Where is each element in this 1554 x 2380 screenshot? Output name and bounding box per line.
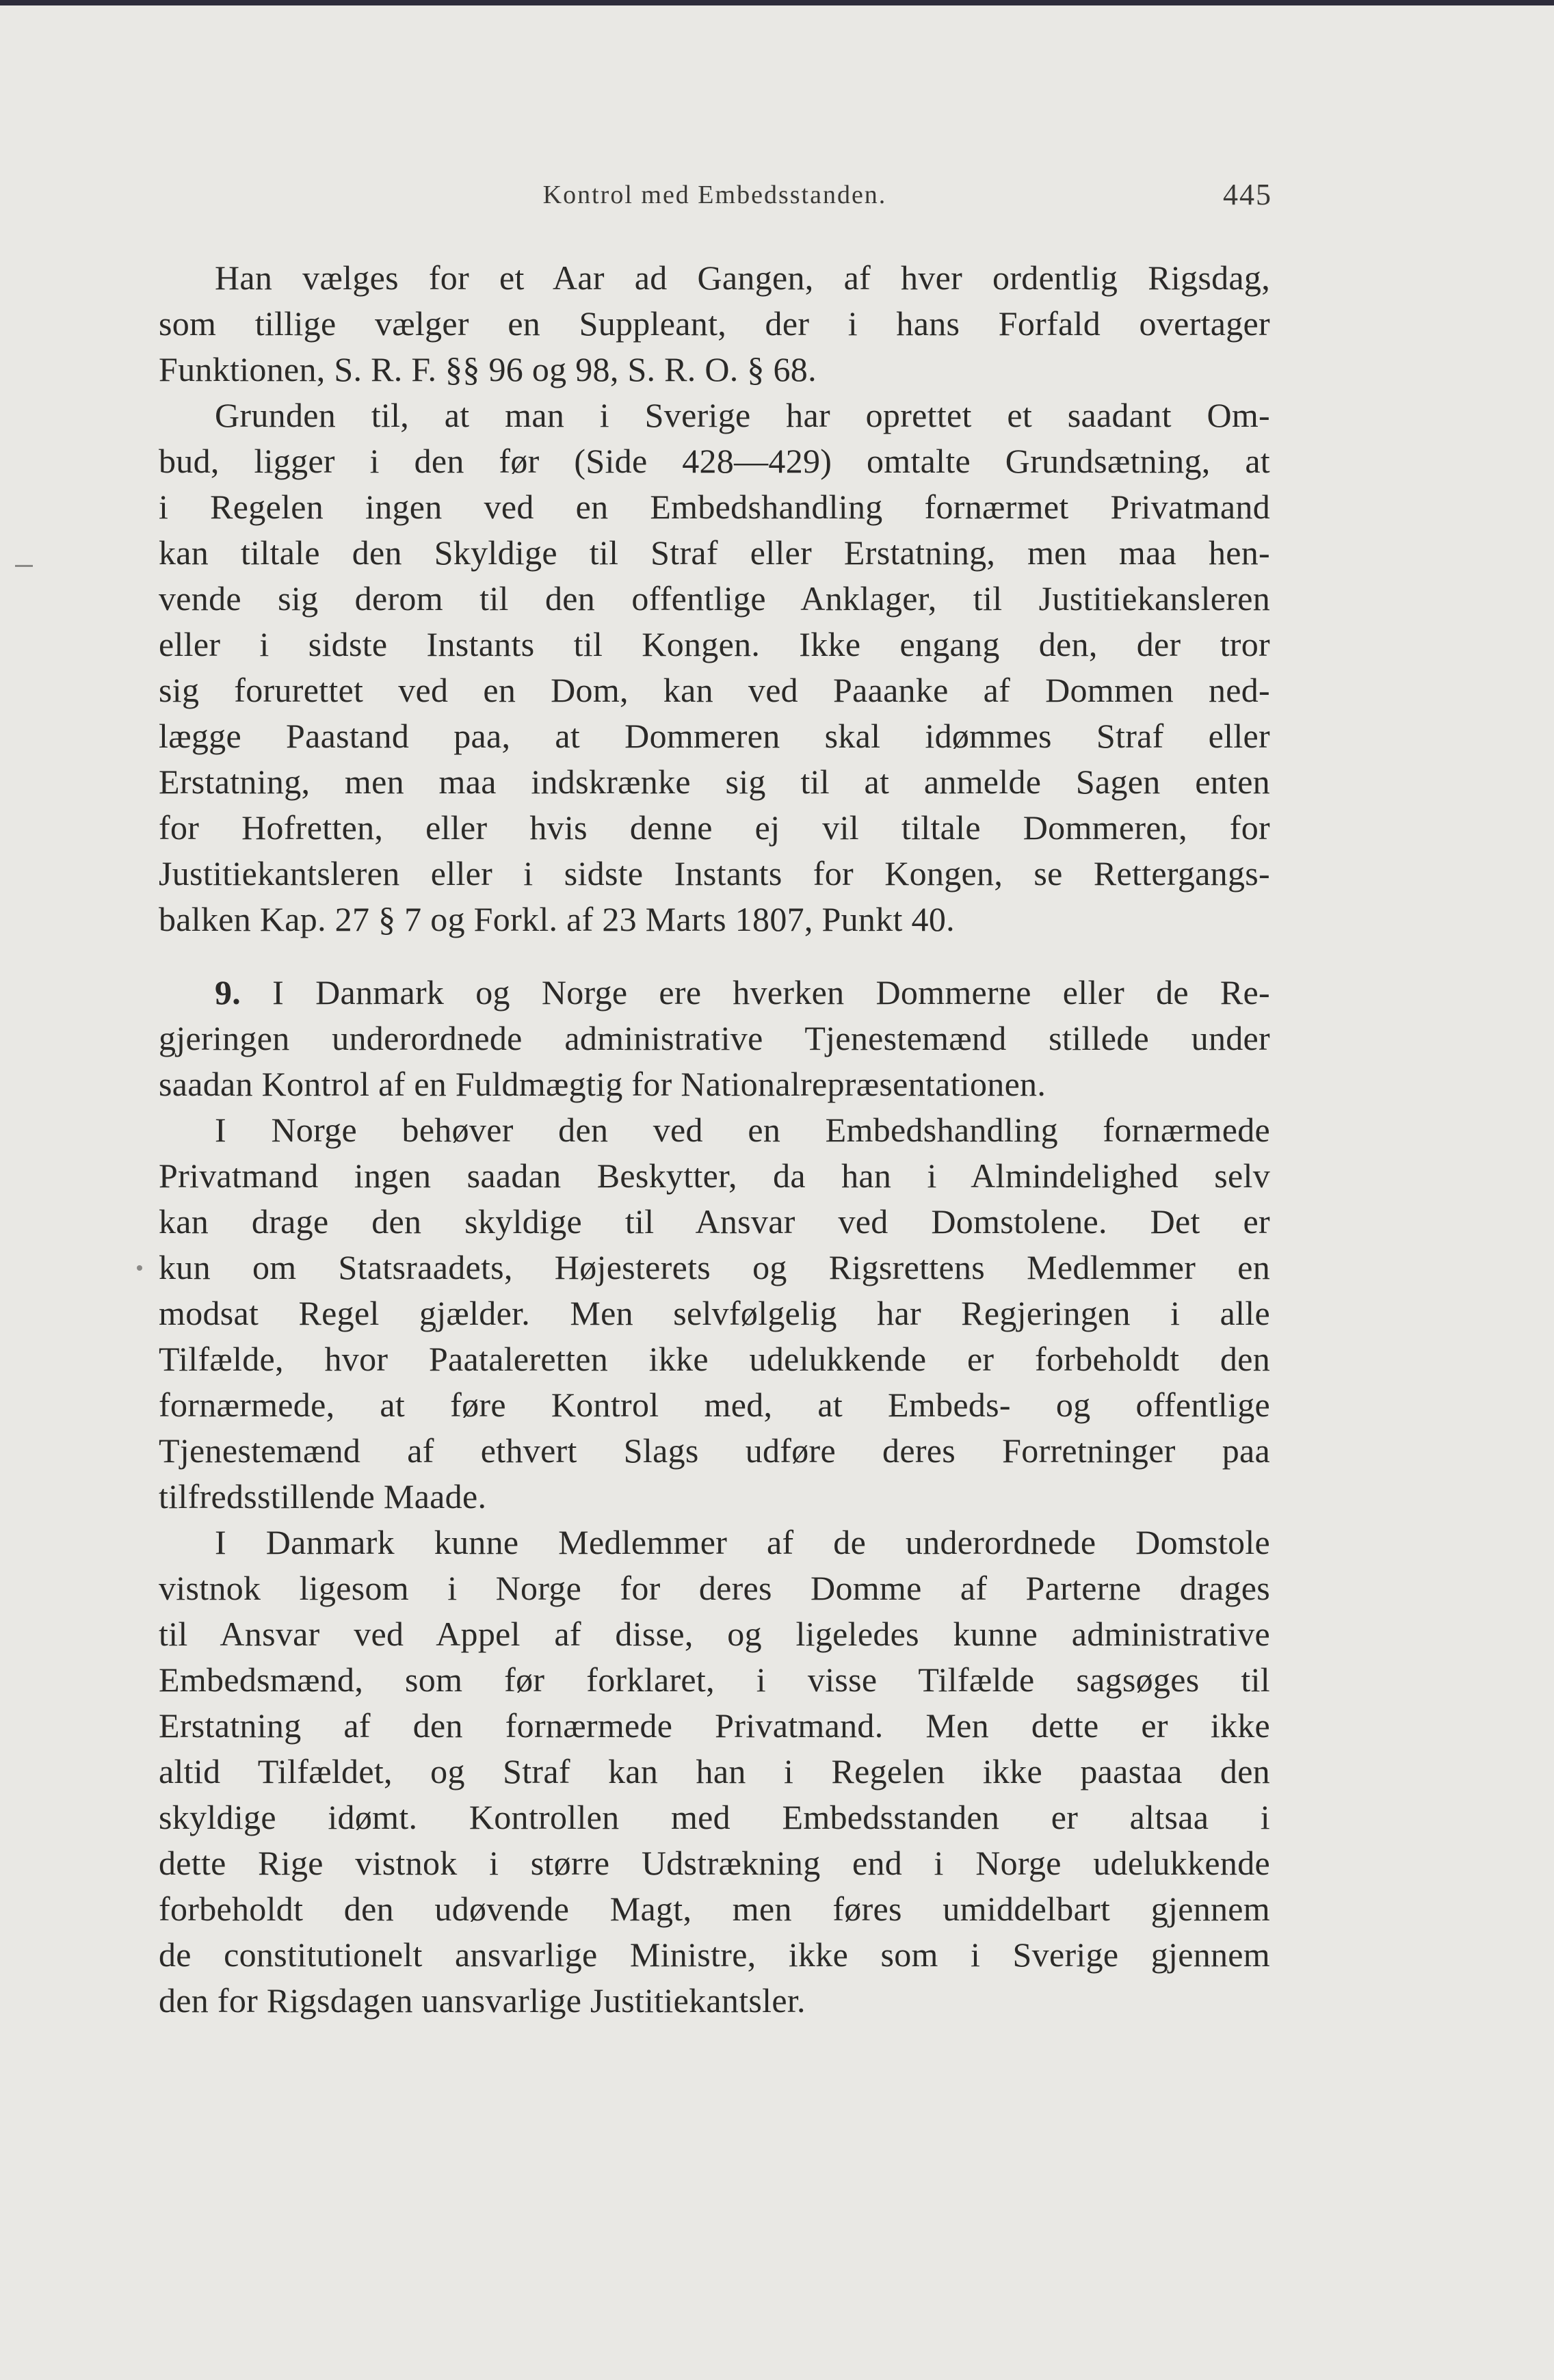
text-line: den for Rigsdagen uansvarlige Justitiekantsler. — [159, 1981, 806, 2020]
running-head — [157, 180, 1272, 221]
text-line: Erstatning, men maa indskrænke sig til at anmelde Sagen enten — [159, 763, 1270, 801]
text-line: de constitutionelt ansvarlige Ministre, ikke som i Sverige gjennem — [159, 1935, 1270, 1974]
text-line: Privatmand ingen saadan Beskytter, da han i Almindelighed selv — [159, 1156, 1270, 1195]
text-line: eller i sidste Instants til Kongen. Ikke engang den, der tror — [159, 625, 1270, 663]
text-line: saadan Kontrol af en Fuldmægtig for Nationalrepræsentationen. — [159, 1065, 1046, 1103]
text-line: skyldige idømt. Kontrollen med Embedsstanden er altsaa i — [159, 1798, 1270, 1836]
text-line: dette Rige vistnok i større Udstrækning end i Norge udelukkende — [159, 1844, 1270, 1882]
body-text — [159, 255, 1270, 2024]
text-line: tilfredsstillende Maade. — [159, 1477, 487, 1516]
text-line: gjeringen underordnede administrative Tjenestemænd stillede under — [159, 1019, 1270, 1057]
book-page — [0, 5, 1554, 2380]
text-line: vistnok ligesom i Norge for deres Domme af Parterne drages — [159, 1569, 1270, 1607]
paragraph — [159, 970, 1270, 1107]
text-line: lægge Paastand paa, at Dommeren skal idømmes Straf eller — [159, 717, 1270, 755]
margin-dot — [137, 1265, 142, 1271]
text-line: Justitiekantsleren eller i sidste Instants for Kongen, se Rettergangs- — [159, 854, 1270, 892]
text-line: Embedsmænd, som før forklaret, i visse Tilfælde sagsøges til — [159, 1661, 1270, 1699]
paragraph — [159, 1520, 1270, 2024]
scan-top-edge — [0, 0, 1554, 5]
text-line: sig forurettet ved en Dom, kan ved Paaanke af Dommen ned- — [159, 671, 1270, 709]
text-line: Erstatning af den fornærmede Privatmand. Men dette er ikke — [159, 1706, 1270, 1745]
text-line: vende sig derom til den offentlige Anklager, til Justitiekansleren — [159, 579, 1270, 618]
text-line: balken Kap. 27 § 7 og Forkl. af 23 Marts 1807, Punkt 40. — [159, 900, 955, 938]
section-number: 9. — [215, 973, 241, 1012]
running-title: Kontrol med Embedsstanden. — [542, 181, 887, 209]
text-line: kan drage den skyldige til Ansvar ved Domstolene. Det er — [159, 1202, 1270, 1241]
text-line: modsat Regel gjælder. Men selvfølgelig har Regjeringen i alle — [159, 1294, 1270, 1332]
margin-mark — [15, 565, 33, 567]
section-first-line: I Danmark og Norge ere hverken Dommerne eller de Re- — [272, 973, 1270, 1012]
text-line: Tilfælde, hvor Paataleretten ikke udelukkende er forbeholdt den — [159, 1340, 1270, 1378]
text-line: for Hofretten, eller hvis denne ej vil tiltale Dommeren, for — [159, 808, 1270, 847]
text-line: Grunden til, at man i Sverige har oprettet et saadant Om- — [215, 396, 1270, 434]
text-line: kan tiltale den Skyldige til Straf eller Erstatning, men maa hen- — [159, 533, 1270, 572]
section-gap — [159, 942, 1270, 970]
paragraph — [159, 393, 1270, 942]
text-line: som tillige vælger en Suppleant, der i hans Forfald overtager — [159, 304, 1270, 343]
paragraph — [159, 1107, 1270, 1520]
text-line: bud, ligger i den før (Side 428—429) omtalte Grundsætning, at — [159, 442, 1270, 480]
text-line: Tjenestemænd af ethvert Slags udføre deres Forretninger paa — [159, 1431, 1270, 1470]
text-line: Funktionen, S. R. F. §§ 96 og 98, S. R. O. § 68. — [159, 350, 817, 388]
text-line: i Regelen ingen ved en Embedshandling fornærmet Privatmand — [159, 488, 1270, 526]
text-line: I Norge behøver den ved en Embedshandling fornærmede — [215, 1111, 1270, 1149]
text-line: altid Tilfældet, og Straf kan han i Regelen ikke paastaa den — [159, 1752, 1270, 1790]
page-number: 445 — [1223, 178, 1272, 211]
text-line: forbeholdt den udøvende Magt, men føres umiddelbart gjennem — [159, 1890, 1270, 1928]
paragraph — [159, 255, 1270, 393]
text-line: Han vælges for et Aar ad Gangen, af hver ordentlig Rigsdag, — [215, 259, 1270, 297]
text-line: fornærmede, at føre Kontrol med, at Embeds- og offentlige — [159, 1386, 1270, 1424]
text-line: I Danmark kunne Medlemmer af de underordnede Domstole — [215, 1523, 1270, 1561]
text-line: til Ansvar ved Appel af disse, og ligeledes kunne administrative — [159, 1615, 1270, 1653]
text-line — [159, 970, 1270, 1016]
text-line: kun om Statsraadets, Højesterets og Rigsrettens Medlemmer en — [159, 1248, 1270, 1286]
